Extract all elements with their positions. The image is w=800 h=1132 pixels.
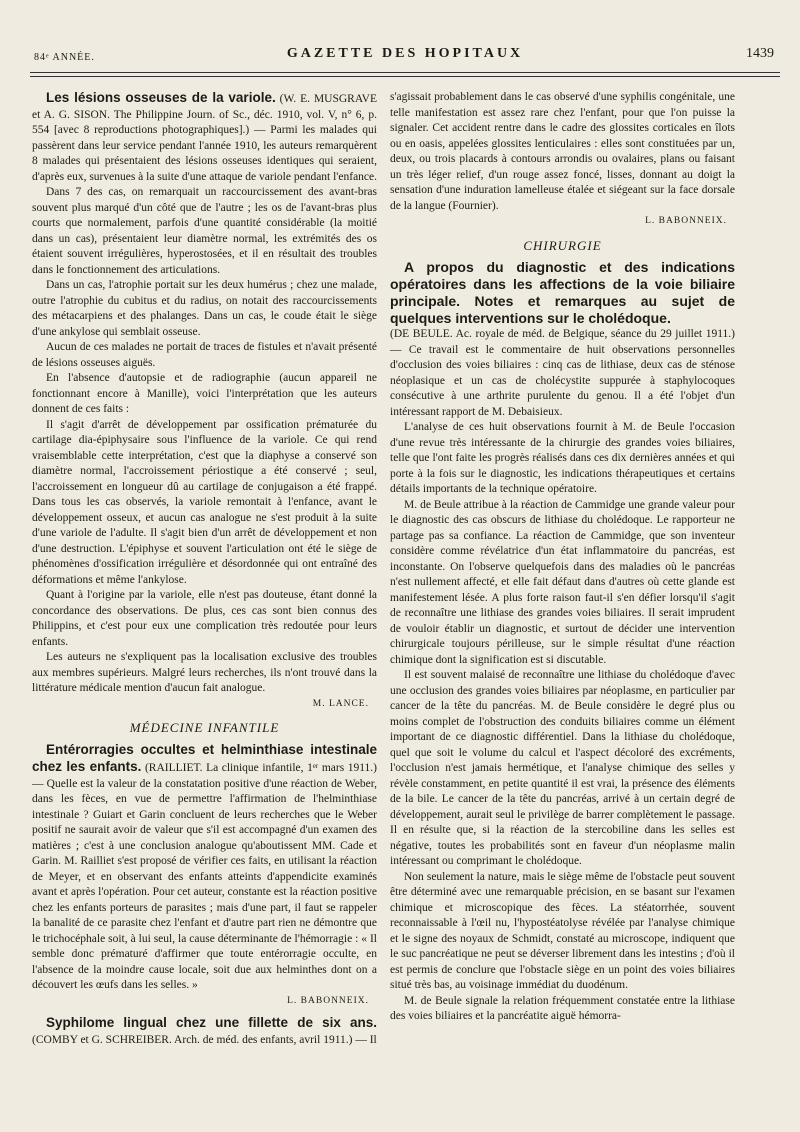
- article-reference: (DE BEULE. Ac. royale de méd. de Belgique, séance du 29 juillet 1911.) —: [390, 328, 735, 356]
- paragraph: Les auteurs ne s'expliquent pas la localisation exclusive des troubles aux membres supérieurs. Malgré leurs recherches, ils n'ont trouvé dans la littérature médicale mention d'aucun fait analogue.: [32, 651, 377, 694]
- volume-label: 84ᵉ ANNÉE.: [34, 52, 95, 63]
- article-reference: (RAILLIET. La clinique infantile, 1ᵉʳ mars 1911.) —: [32, 762, 377, 790]
- article-title: Les lésions osseuses de la variole.: [46, 90, 276, 105]
- paragraph: Dans 7 des cas, on remarquait un raccourcissement des avant-bras souvent plus marqué d'un côté que de l'autre ; les os de l'avant-bras plus courts que normalement, parfois d'une quantité considérable (la moitié dans un cas), présentaient leur diamètre normal, les extrémités des os étaient souvent irrégulières, hyperostosées, et il en résultait des troubles dans le fonctionnement des articulations.: [32, 186, 377, 276]
- paragraph: Il est souvent malaisé de reconnaître une lithiase du cholédoque d'avec une occlusion des grandes voies biliaires par néoplasme, en particulier par cancer de la tête du pancréas. M. de Beule considère le degré plus ou moins complet de l'obstruction des conduits biliaires comme un élément important de ce diagnostic différentiel. Dans la lithiase du cholédoque, quel que soit le volume du calcul et l'aspect décoloré des excréments, l'occlusion n'est jamais hermétique, et l'analyse chimique des selles y révèle constamment, en petite quantité il est vrai, la présence des éléments de la bile. Le cancer de la tête du pancréas, arrivé à un certain degré de développement, aurait seul le privilège de barrer complètement le passage. Il en résulte que, si la réaction de la stercobiline dans les selles est négative, toutes les probabilités sont en faveur d'un néoplasme malin intéressant ou comprimant le cholédoque.: [390, 669, 735, 867]
- article-paragraph: [32, 1015, 377, 1048]
- page-number: 1439: [746, 46, 774, 61]
- page-header: [30, 38, 780, 84]
- paragraph: M. de Beule signale la relation fréquemment constatée entre la lithiase des voies biliaires et la pancréatite aiguë hémorra-: [390, 994, 735, 1022]
- paragraph: Dans un cas, l'atrophie portait sur les deux humérus ; chez une malade, outre l'atrophie du cubitus et du radius, on notait des raccourcissements des métacarpiens et des phalanges. Dans un cas, le coude était le siège d'une ankylose qui semblait osseuse.: [32, 279, 377, 338]
- article-title: Entérorragies occultes et helminthiase intestinale chez les enfants.: [32, 741, 377, 774]
- article-reference: (COMBY et G. SCHREIBER. Arch. de méd. des enfants, avril 1911.) — Il: [32, 1033, 377, 1046]
- right-column: [390, 90, 735, 1025]
- author-signature: L. BABONNEIX.: [287, 995, 369, 1006]
- article-paragraph: [32, 742, 377, 994]
- author-signature: M. LANCE.: [312, 698, 369, 709]
- paragraph: L'analyse de ces huit observations fournit à M. de Beule l'occasion d'une revue très intéressante de la chirurgie des grandes voies biliaires, telle que l'ont faite les progrès réalisés dans ces dix dernières années et qui porte à la fois sur le diagnostic, les indications thérapeutiques et certains détails importants de la technique opératoire.: [390, 421, 735, 495]
- section-heading: MÉDECINE INFANTILE: [129, 720, 280, 735]
- article-reference: (W. E. MUSGRAVE et A. G. SISON. The Philippine Journ. of Sc., déc. 1910, vol. V, n° 6, p. 554 [avec 8 reproductions photographiques].) —: [32, 93, 377, 136]
- section-heading: CHIRURGIE: [523, 237, 602, 253]
- left-column: [32, 90, 377, 1048]
- paragraph: En l'absence d'autopsie et de radiographie (aucun appareil ne fonctionnant encore à Manille), voici l'interprétation que les auteurs donnent de ces faits :: [32, 372, 377, 415]
- paragraph: Aucun de ces malades ne portait de traces de fistules et n'avait présenté de lésions osseuses aiguës.: [32, 341, 377, 369]
- article-title: Syphilome lingual chez une fillette de six ans.: [46, 1015, 377, 1030]
- paragraph: Il s'agit d'arrêt de développement par ossification prématurée du cartilage dia-épiphysaire sous l'influence de la variole. Ce qui rend vraisemblable cette interprétation, c'est que la diaphyse a conservé son diamètre normal, l'accroissement périostique a été conservé ; seul, l'accroissement en longueur dû au cartilage de conjugaison a été frappé. Dans tous les cas observés, la variole remontait à l'enfance, avant le développement osseux, et aucun cas analogue ne s'est produit à la suite d'une variole de l'adulte. Il s'agit bien d'un arrêt de développement et non d'une destruction. L'épiphyse et souvent l'articulation ont été le siège de phénomènes d'ossification irrégulière et désordonnée qui ont entraîné des déformations et même l'ankylose.: [32, 418, 377, 586]
- header-rule-top: [30, 72, 780, 73]
- paragraph: Quant à l'origine par la variole, elle n'est pas douteuse, étant donné la concordance des observations. De plus, ces cas sont bien connus des Philippins, et c'est pour eux une complication très redoutée pour leurs enfants.: [32, 589, 377, 648]
- article-paragraph: [390, 327, 735, 420]
- paragraph: Non seulement la nature, mais le siège même de l'obstacle peut souvent être déterminé avec une remarquable précision, en se basant sur l'examen chimique et microscopique des fèces. La stéatorrhée, souvent reconnaissable à l'œil nu, l'hypostéatolyse révélée par l'analyse chimique et le signe des noyaux de Schmidt, constaté au microscope, indiquent que le suc pancréatique ne peut se déverser librement dans les intestins ; d'où il est permis de conclure que l'obstacle siège en un point des voies biliaires situé très bas, au voisinage immédiat du duodénum.: [390, 870, 735, 991]
- paragraph: M. de Beule attribue à la réaction de Cammidge une grande valeur pour le diagnostic des cas obscurs de lithiase du cholédoque. Le rapporteur ne partage pas sa confiance. La réaction de Cammidge, que son inventeur considère comme révélatrice d'un état inflammatoire du pancréas, est inconstante. On l'observe quelquefois dans des maladies où le pancréas n'est nullement affecté, et elle fait défaut dans d'autres où cette glande est manifestement lésée. A plus forte raison faut-il s'en défier lorsqu'il s'agit de reconnaître une lithiase des grandes voies biliaires. Il serait imprudent de vouloir établir un diagnostic, et surtout de décider une intervention chirurgicale toujours périlleuse, sur le simple résultat d'une réaction chimique dont la signification est si discutable.: [390, 498, 735, 666]
- header-rule-bottom: [30, 76, 780, 77]
- article-title: A propos du diagnostic et des indications opératoires dans les affections de la voie biliaire principale. Notes et remarques au sujet de quelques interventions sur le cholédoque.: [390, 259, 735, 326]
- article-paragraph: [32, 90, 377, 185]
- author-signature: L. BABONNEIX.: [645, 216, 727, 226]
- paragraph-text: Parmi les malades qui passèrent dans leur service pendant l'année 1910, les auteurs remarquèrent 8 malades qui présentaient des lésions osseuses identiques qui seraient, d'après eux, survenues à la suite d'une attaque de variole pendant l'enfance.: [32, 124, 378, 183]
- paragraph-text: Ce travail est le commentaire de huit observations personnelles d'occlusion des voies biliaires : cinq cas de lithiase, deux cas de sténose néoplasique et un cas de cholécystite suppurée à staphylocoques consécutive à une arthrite purulente du genou. Il a été l'objet d'un intéressant rapport de M. Debaisieux.: [390, 343, 736, 418]
- paragraph: s'agissait probablement dans le cas observé d'une syphilis congénitale, une telle manifestation est assez rare chez l'enfant, pour que l'on puisse la signaler. Cet accident rentre dans le cadre des glossites corticales en îlots ou en oasis, appelées glossites lenticulaires : elles sont constituées par un, deux, ou trois placards à contours arrondis ou ovalaires, plans ou faisant un très léger relief, d'un rouge assez foncé, lisses, donnant au doigt la sensation d'une induration lamelleuse étalée et siégeant sur la face dorsale de la langue (Fournier).: [390, 91, 735, 212]
- journal-title: GAZETTE DES HOPITAUX: [286, 46, 524, 61]
- paragraph-text: Quelle est la valeur de la constatation positive d'une réaction de Weber, dans les fèces, en vue de permettre l'affirmation de l'helminthiase intestinale ? Guiart et Garin concluent de leurs recherches que le Weber positif ne saurait avoir de valeur que s'il est accompagné d'un examen des matières ; c'est à une conclusion analogue qu'aboutissent MM. Cade et Garin. M. Railliet s'est proposé de vérifier ces faits, en utilisant la réaction de Meyer, et en observant des enfants atteints d'appendicite examinés avant et après l'opération. Pour cet auteur, constante est la réaction positive chez les enfants porteurs de parasites ; mais d'une part, il faut se rappeler la banalité de ce parasite chez l'enfant et d'autre part rien ne démontre que le trichocéphale soit, à lui seul, la cause déterminante de l'hémorragie : « Il semble donc prématuré d'affirmer que toute entérorragie occulte, en l'absence de la moindre cause locale, soit due aux helminthes dont on a découvert les œufs dans les selles. »: [32, 777, 377, 991]
